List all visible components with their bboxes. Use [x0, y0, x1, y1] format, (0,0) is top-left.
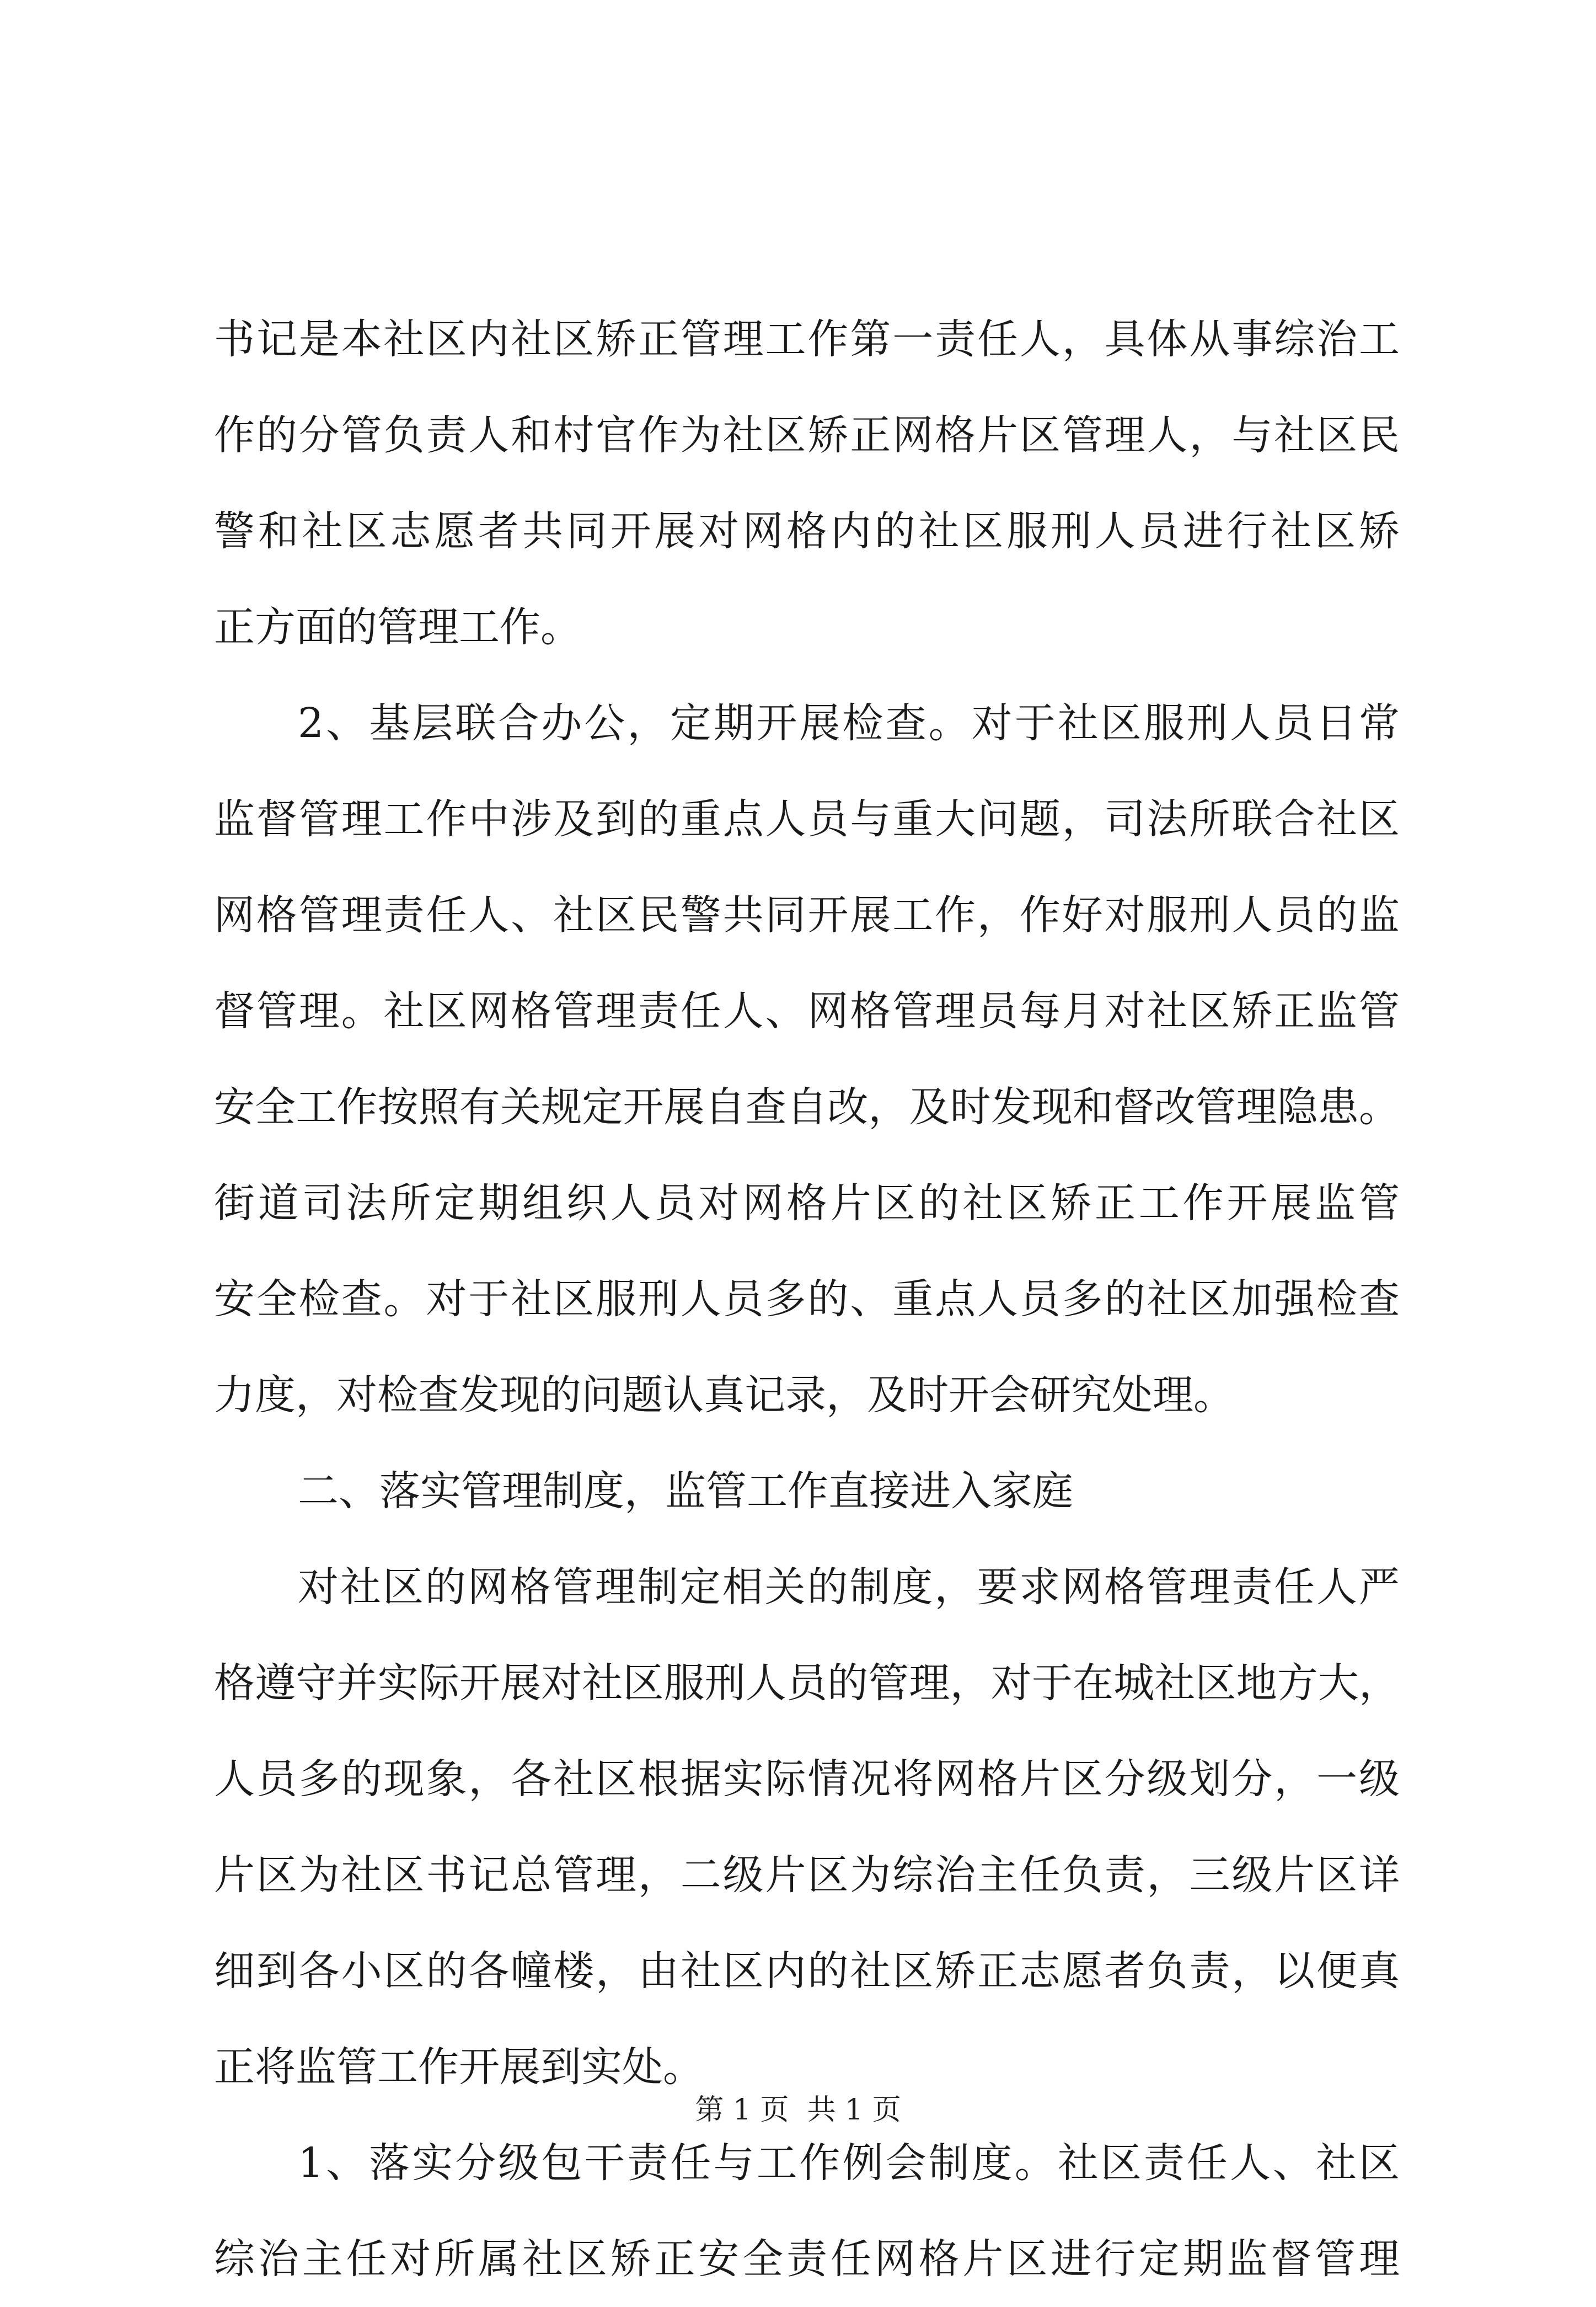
text-line: 格遵守并实际开展对社区服刑人员的管理，对于在城社区地方大， — [214, 1659, 1400, 1707]
document-body — [214, 291, 1400, 2307]
section-heading: 二、落实管理制度，监管工作直接进入家庭 — [298, 1467, 1073, 1515]
page-number-label: 第 1 页 共 1 页 — [695, 2094, 901, 2127]
text-line: 细到各小区的各幢楼，由社区内的社区矫正志愿者负责，以便真 — [214, 1947, 1400, 1995]
text-line: 力度，对检查发现的问题认真记录，及时开会研究处理。 — [214, 1371, 1234, 1419]
page-footer — [0, 2091, 1596, 2129]
text-line: 正方面的管理工作。 — [214, 604, 581, 651]
text-line: 正将监管工作开展到实处。 — [214, 2043, 704, 2091]
text-line: 警和社区志愿者共同开展对网格内的社区服刑人员进行社区矫 — [214, 508, 1400, 555]
text-line: 街道司法所定期组织人员对网格片区的社区矫正工作开展监管 — [214, 1179, 1400, 1227]
text-line: 综治主任对所属社区矫正安全责任网格片区进行定期监督管理 — [214, 2235, 1400, 2283]
text-line: 1、落实分级包干责任与工作例会制度。社区责任人、社区 — [298, 2139, 1400, 2187]
text-line: 网格管理责任人、社区民警共同开展工作，作好对服刑人员的监 — [214, 891, 1400, 939]
text-line: 督管理。社区网格管理责任人、网格管理员每月对社区矫正监管 — [214, 987, 1400, 1035]
text-line: 对社区的网格管理制定相关的制度，要求网格管理责任人严 — [298, 1563, 1400, 1611]
text-line: 书记是本社区内社区矫正管理工作第一责任人，具体从事综治工 — [214, 316, 1400, 363]
text-line: 作的分管负责人和村官作为社区矫正网格片区管理人，与社区民 — [214, 412, 1400, 459]
text-line: 监督管理工作中涉及到的重点人员与重大问题，司法所联合社区 — [214, 795, 1400, 843]
text-line: 人员多的现象，各社区根据实际情况将网格片区分级划分，一级 — [214, 1755, 1400, 1803]
text-line: 片区为社区书记总管理，二级片区为综治主任负责，三级片区详 — [214, 1851, 1400, 1899]
text-line: 安全工作按照有关规定开展自查自改，及时发现和督改管理隐患。 — [214, 1083, 1400, 1131]
text-line: 2、基层联合办公，定期开展检查。对于社区服刑人员日常 — [298, 699, 1400, 747]
text-line: 安全检查。对于社区服刑人员多的、重点人员多的社区加强检查 — [214, 1275, 1400, 1323]
